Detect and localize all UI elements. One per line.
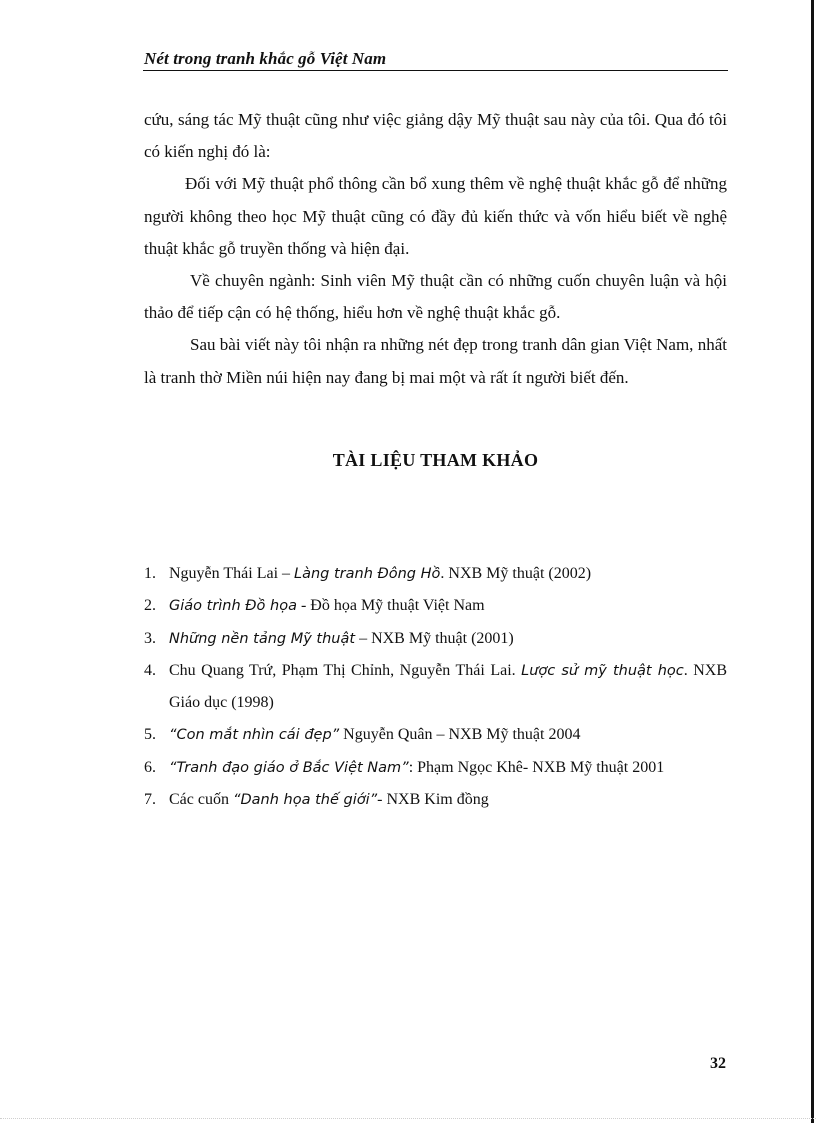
- running-header: Nét trong tranh khắc gỗ Việt Nam: [144, 49, 387, 68]
- body-text: [144, 104, 727, 394]
- paragraph-3: Về chuyên ngành: Sinh viên Mỹ thuật cần có những cuốn chuyên luận và hội thảo để tiếp cận có hệ thống, hiểu hơn về nghệ thuật khắc gỗ.: [144, 271, 727, 323]
- paragraph-1: cứu, sáng tác Mỹ thuật cũng như việc giảng dậy Mỹ thuật sau này của tôi. Qua đó tôi có kiến nghị đó là:: [144, 110, 727, 162]
- reference-number: 6.: [144, 758, 156, 776]
- reference-publisher: Nguyễn Quân – NXB Mỹ thuật 2004: [339, 726, 581, 744]
- reference-item: [144, 655, 727, 720]
- reference-title: Làng tranh Đông Hồ: [294, 566, 441, 582]
- reference-item: [144, 558, 727, 590]
- paragraph-2: Đối với Mỹ thuật phổ thông cần bổ xung thêm về nghệ thuật khắc gỗ để những người không theo học Mỹ thuật cũng có đầy đủ kiến thức và vốn hiểu biết về nghệ thuật khắc gỗ truyền thống và hiện đại.: [144, 174, 727, 258]
- reference-number: 3.: [144, 629, 156, 647]
- reference-item: [144, 623, 727, 655]
- reference-text: Nguyễn Thái Lai –: [169, 565, 295, 582]
- reference-text: Các cuốn: [169, 791, 233, 809]
- page-edge-right-border: [811, 0, 814, 1123]
- reference-publisher: – NXB Mỹ thuật (2001): [355, 629, 514, 647]
- page-number: 32: [710, 1055, 726, 1072]
- header-rule: [143, 70, 728, 71]
- reference-number: 1.: [144, 565, 156, 582]
- reference-publisher: - NXB Kim đồng: [377, 791, 489, 809]
- reference-number: 5.: [144, 726, 156, 744]
- reference-number: 2.: [144, 597, 156, 615]
- reference-title: “Tranh đạo giáo ở Bắc Việt Nam”: [169, 759, 409, 776]
- reference-publisher: : Phạm Ngọc Khê- NXB Mỹ thuật 2001: [408, 758, 665, 776]
- page-edge-bottom-border: [0, 1118, 816, 1119]
- reference-item: [144, 784, 727, 816]
- reference-publisher: . NXB Mỹ thuật (2002): [440, 565, 592, 582]
- reference-title: Lược sử mỹ thuật học: [521, 662, 684, 679]
- reference-publisher: . NXB Giáo dục (1998): [169, 661, 728, 712]
- reference-item: [144, 752, 727, 784]
- reference-publisher: - Đồ họa Mỹ thuật Việt Nam: [296, 597, 485, 615]
- reference-title: Những nền tảng Mỹ thuật: [169, 630, 356, 647]
- reference-title: “Con mắt nhìn cái đẹp”: [169, 727, 340, 744]
- paragraph-4: Sau bài viết này tôi nhận ra những nét đẹp trong tranh dân gian Việt Nam, nhất là tranh thờ Miền núi hiện nay đang bị mai một và rất ít người biết đến.: [144, 335, 727, 387]
- reference-title: “Danh họa thế giới”: [232, 792, 378, 809]
- reference-number: 4.: [144, 661, 156, 679]
- references-heading: TÀI LIỆU THAM KHẢO: [332, 450, 539, 470]
- reference-number: 7.: [144, 791, 156, 809]
- references-list: [144, 558, 727, 816]
- reference-item: [144, 590, 727, 622]
- reference-text: Chu Quang Trứ, Phạm Thị Chỉnh, Nguyễn Thái Lai.: [169, 661, 522, 679]
- reference-title: Giáo trình Đồ họa: [169, 598, 297, 615]
- reference-item: [144, 719, 727, 751]
